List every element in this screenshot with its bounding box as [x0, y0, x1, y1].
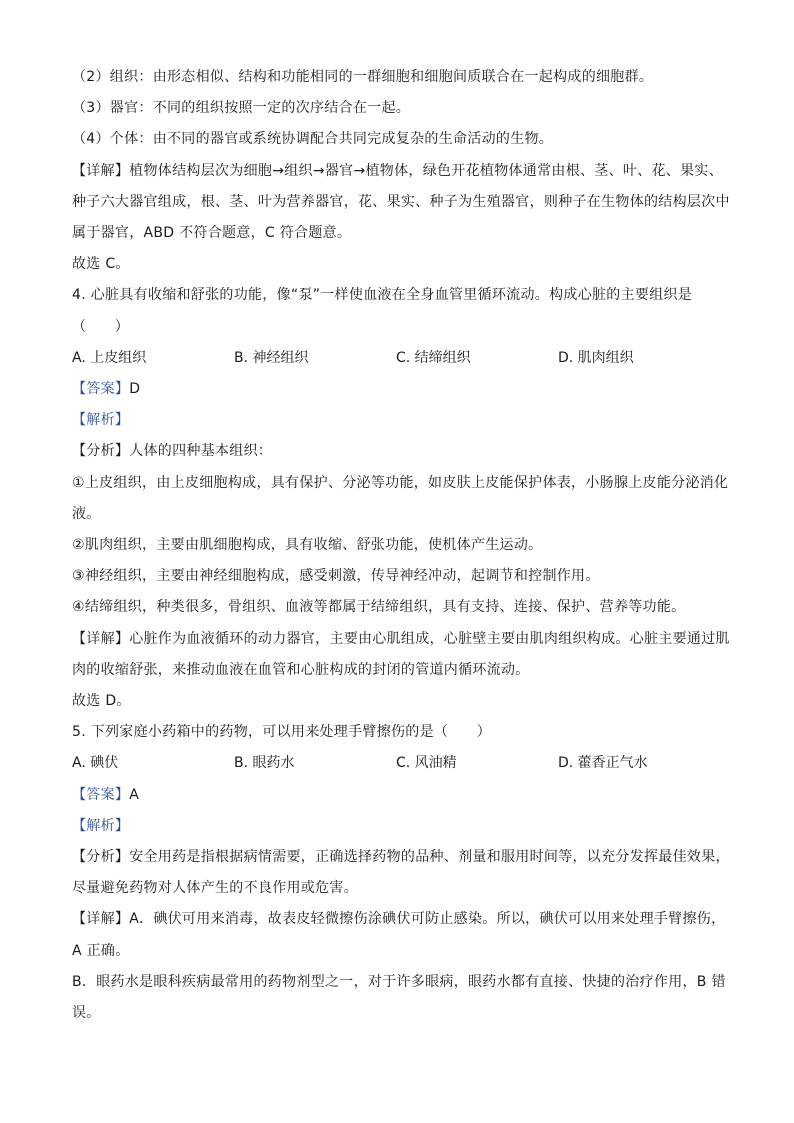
question-5-stem: 5. 下列家庭小药箱中的药物，可以用来处理手臂擦伤的是（ ）	[72, 724, 492, 741]
text-line: ③神经组织，主要由神经细胞构成，感受刺激，传导神经冲动，起调节和控制作用。	[72, 568, 600, 585]
text-line: ①上皮组织，由上皮细胞构成，具有保护、分泌等功能，如皮肤上皮能保护体表，小肠腺上皮能分泌消化	[72, 474, 729, 491]
answer-value: D	[129, 381, 141, 398]
text-line: 【详解】植物体结构层次为细胞→组织→器官→植物体，绿色开花植物体通常由根、茎、叶、花、果实、	[72, 162, 723, 179]
text-line: 尽量避免药物对人体产生的不良作用或危害。	[72, 880, 358, 897]
answer-value: A	[129, 786, 140, 803]
text-line: 属于器官，ABD 不符合题意，C 符合题意。	[72, 225, 352, 242]
text-line: ②肌肉组织，主要由肌细胞构成，具有收缩、舒张功能，使机体产生运动。	[72, 537, 543, 554]
option-c: C. 结缔组织	[396, 349, 471, 366]
text-line: 误。	[72, 1005, 101, 1022]
analysis-tag: 【解析】	[72, 412, 130, 429]
answer-tag: 【答案】	[72, 381, 130, 398]
text-line: 【详解】A．碘伏可用来消毒，故表皮轻微擦伤涂碘伏可防止感染。所以，碘伏可以用来处理手臂擦伤，	[72, 911, 726, 928]
question-4-stem: 4. 心脏具有收缩和舒张的功能，像“泵”一样使血液在全身血管里循环流动。构成心脏的主要组织是	[72, 287, 693, 304]
option-d: D. 肌肉组织	[558, 349, 634, 366]
text-line: 故选 C。	[72, 256, 130, 273]
text-line: 【详解】心脏作为血液循环的动力器官，主要由心肌组成，心脏壁主要由肌肉组织构成。心脏主要通过肌	[72, 630, 730, 647]
text-line: A 正确。	[72, 942, 130, 959]
analysis-tag: 【解析】	[72, 817, 130, 834]
text-line: 液。	[72, 505, 101, 522]
text-line: 种子六大器官组成，根、茎、叶为营养器官，花、果实、种子为生殖器官，则种子在生物体的结构层次中	[72, 193, 730, 210]
document-page	[72, 62, 732, 1029]
text-line: （3）器官：不同的组织按照一定的次序结合在一起。	[72, 100, 411, 117]
text-line: 肉的收缩舒张，来推动血液在血管和心脏构成的封闭的管道内循环流动。	[72, 661, 530, 678]
question-4-answer	[72, 374, 732, 405]
answer-tag: 【答案】	[72, 786, 130, 803]
option-a: A. 上皮组织	[72, 349, 147, 366]
text-line: B．眼药水是眼科疾病最常用的药物剂型之一，对于许多眼病，眼药水都有直接、快捷的治疗作用，B 错	[72, 973, 726, 990]
option-b: B. 眼药水	[234, 755, 295, 772]
option-b: B. 神经组织	[234, 349, 309, 366]
text-line: （2）组织：由形态相似、结构和功能相同的一群细胞和细胞间质联合在一起构成的细胞群。	[72, 69, 654, 85]
text-line: 【分析】人体的四种基本组织：	[72, 443, 273, 460]
option-a: A. 碘伏	[72, 755, 119, 772]
question-4-options	[72, 343, 732, 374]
question-4-blank: （ ）	[72, 318, 130, 335]
text-line: ④结缔组织，种类很多，骨组织、血液等都属于结缔组织，具有支持、连接、保护、营养等功能。	[72, 599, 686, 616]
question-5-answer	[72, 780, 732, 811]
text-line: （4）个体：由不同的器官或系统协调配合共同完成复杂的生命活动的生物。	[72, 131, 554, 148]
text-line: 【分析】安全用药是指根据病情需要，正确选择药物的品种、剂量和服用时间等，以充分发挥最佳效果，	[72, 849, 730, 866]
text-line: 故选 D。	[72, 693, 131, 710]
question-5-options	[72, 748, 732, 779]
option-d: D. 藿香正气水	[558, 755, 648, 772]
option-c: C. 风油精	[396, 755, 457, 772]
